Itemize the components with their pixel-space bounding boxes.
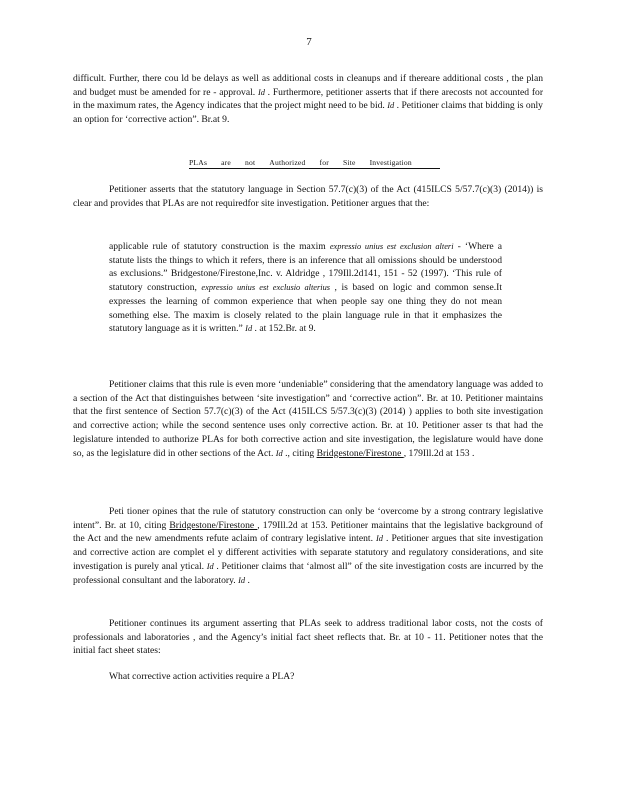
text-run: , 179Ill.2d at 153. Petitioner maintains that the legislative background of the Act and the new amendments refute aclaim of contrary legislative intent. — [73, 519, 543, 545]
citation-id: Id — [257, 87, 265, 97]
heading-word: PLAs — [189, 158, 208, 167]
citation-id: Id — [206, 561, 214, 571]
text-run: . Petitioner claims that bidding is only an option for ‘corrective action”. Br.at 9. — [73, 100, 543, 126]
paragraph-statutory-language: Petitioner asserts that the statutory language in Section 57.7(c)(3) of the Act (415ILCS 5/57.7(c)(3) (2014)) is clear and provides that PLAs are not requiredfor site investigation. Petitioner argues that the: — [73, 184, 543, 209]
text-run: applicable rule of statutory construction is the maxim — [109, 241, 330, 252]
block-quote-maxim — [109, 240, 502, 336]
case-name: Bridgestone/Firestone — [169, 519, 258, 531]
citation-id: Id — [238, 575, 246, 585]
block-quote-fact-sheet: What corrective action activities require a PLA? — [109, 671, 295, 682]
text-run: Peti tioner opines that the rule of statutory construction can only be ‘overcome by a strong contrary legislative intent”. Br. at 10, citing — [73, 506, 543, 531]
heading-word: Authorized — [269, 158, 306, 167]
text-run: . Petitioner argues that site investigation and corrective action are complet el y different activities with separate statutory and regulatory considerations, and site investigation is purely anal ytical. — [73, 533, 543, 572]
heading-word: not — [244, 158, 256, 167]
text-run: . Petitioner claims that ‘almost all” of the site investigation costs are incurred by the professional consultant and the laboratory. — [73, 560, 543, 586]
citation-id: Id — [387, 101, 395, 111]
text-run: , 179Ill.2d at 153 . — [403, 447, 475, 459]
citation-id: Id — [245, 324, 253, 334]
latin-phrase: expressio unius est exclusio alterius — [201, 283, 331, 293]
text-run: - ‘Where a statute lists the things to which it refers, there is an inference that all omissions should be understood as exclusions.” Bridgestone/Firestone,Inc. v. Aldridge , 179Ill.2d141, 151 - 52 (1997). ‘This rule of statutory construction, — [109, 241, 503, 294]
text-run: , is based on logic and common sense.It expresses the learning of common experience that when people say one thing they do not mean something else. The maxim is closely related to the plain language rule in that it emphasizes the statutory language as it is written.” — [109, 282, 502, 335]
text-run: . at 152.Br. at 9. — [252, 323, 316, 335]
heading-word: Site — [342, 158, 356, 167]
paragraph-labor-costs: Petitioner continues its argument asserting that PLAs seek to address traditional labor costs, not the costs of professionals and laboratories , and the Agency’s initial fact sheet reflects that. Br. at 10 - 11. Petitioner notes that the initial fact sheet states: — [73, 618, 543, 657]
paragraph-legislative-intent — [73, 505, 543, 587]
text-run: difficult. Further, there cou ld be delays as well as additional costs in cleanups and if thereare additional costs , the plan and budget must be amended for re - approval. — [73, 73, 543, 98]
text-run: Petitioner claims that this rule is even more ‘undeniable” considering that the amendatory language was added to a section of the Act that distinguishes between ‘site investigation” and ‘corrective action”. Br. at 10. Petitioner maintains that the first sentence of Section 57.7(c)(3) of the Act (415ILCS 5/57.3(c)(3) (2014) ) applies to both site investigation and corrective action; while the second sentence uses only corrective action. Br. at 10. Petitioner asser ts that had the legislature intended to authorize PLAs for both corrective action and site investigation, the legislature would have done so, as the legislature did in other sections of the Act. — [73, 379, 543, 459]
text-run: ., citing — [282, 447, 317, 459]
heading-word: for — [319, 158, 329, 167]
page-number: 7 — [306, 36, 312, 48]
paragraph-undeniable — [73, 378, 543, 460]
citation-id: Id — [376, 534, 383, 544]
text-run: . — [245, 574, 250, 586]
citation-id: Id — [275, 448, 283, 458]
case-name: Bridgestone/Firestone — [316, 447, 404, 459]
paragraph-bidding — [73, 72, 543, 127]
text-run: . Furthermore, petitioner asserts that if there arecosts not accounted for in the maximum rates, the Agency indicates that the project might need to be bid. — [73, 86, 544, 112]
heading-word: are — [221, 158, 231, 167]
section-heading — [189, 158, 440, 169]
heading-word: Investigation — [369, 158, 412, 167]
latin-phrase: expressio unius est exclusion alteri — [329, 242, 454, 251]
